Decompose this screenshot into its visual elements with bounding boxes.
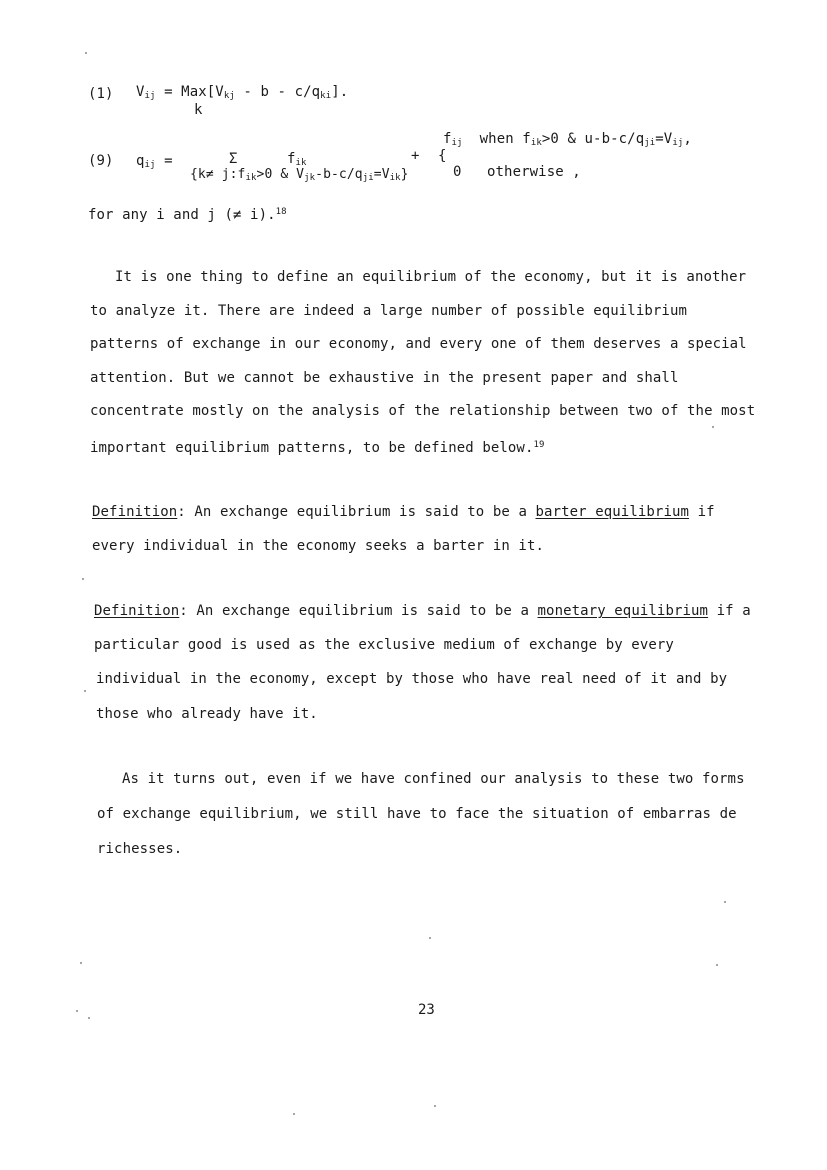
footnote-ref: 19 — [533, 440, 545, 450]
definition-label: Definition — [92, 504, 178, 520]
paragraph-line-last: important equilibrium patterns, to be defined below.$^{19}$ — [90, 440, 545, 456]
paragraph-line: to analyze it. There are indeed a large number of possible equilibrium — [90, 303, 688, 319]
paragraph-line: As it turns out, even if we have confined our analysis to these two forms — [122, 771, 745, 787]
equation-9-case2-condition: otherwise , — [487, 164, 581, 180]
scan-speck — [76, 1010, 78, 1012]
definition-barter: Definition: An exchange equilibrium is said to be a barter equilibrium if — [92, 504, 715, 520]
paragraph-line: of exchange equilibrium, we still have to face the situation of embarras de — [97, 806, 737, 822]
scan-speck — [712, 426, 714, 428]
definition-line: every individual in the economy seeks a barter in it. — [92, 538, 545, 554]
equation-9-case1: $f_{ij}$ when $f_{ik}>0$ & $u-b-c/q_{ji}=V_{ij}$, — [443, 131, 692, 148]
equation-9-brace: { — [438, 148, 447, 164]
page-number: 23 — [418, 1002, 435, 1018]
definition-line: those who already have it. — [96, 706, 318, 722]
scan-speck — [716, 964, 718, 966]
scan-speck — [85, 52, 87, 54]
scan-speck — [88, 1017, 90, 1019]
scan-speck — [293, 1113, 295, 1115]
scan-speck — [429, 937, 431, 939]
definition-line: particular good is used as the exclusive medium of exchange by every — [94, 637, 674, 653]
equation-9-case2-value: 0 — [453, 164, 462, 180]
equation-9-plus: + — [411, 148, 420, 164]
paragraph-line: It is one thing to define an equilibrium of the economy, but it is another — [115, 269, 747, 285]
equation-1-under-index: k — [194, 102, 203, 118]
paragraph-line: richesses. — [97, 841, 183, 857]
definition-monetary: Definition: An exchange equilibrium is said to be a monetary equilibrium if a — [94, 603, 751, 619]
equation-9-lhs: $q_{ij}$ = — [136, 153, 173, 170]
paragraph-line: patterns of exchange in our economy, and every one of them deserves a special — [90, 336, 747, 352]
defined-term: monetary equilibrium — [537, 603, 709, 619]
paragraph-line: attention. But we cannot be exhaustive in the present paper and shall — [90, 370, 679, 386]
definition-line: individual in the economy, except by those who have real need of it and by — [96, 671, 728, 687]
defined-term: barter equilibrium — [535, 504, 690, 520]
definition-label: Definition — [94, 603, 180, 619]
footnote-ref: 18 — [275, 207, 287, 217]
equation-1-body: $V_{ij} = Max[V_{kj} - b - c/q_{ki}]$. — [136, 84, 349, 101]
equation-9-index-set: {$k\ne j:f_{ik}>0$ & $V_{jk}-b-c/q_{ji}=V_{ik}$} — [190, 167, 409, 183]
scan-speck — [84, 690, 86, 692]
scan-speck — [82, 578, 84, 580]
equation-qualifier: for any i and j (≠ i).$^{18}$ — [88, 207, 287, 223]
scan-speck — [434, 1105, 436, 1107]
equation-9-sigma: Σ — [229, 151, 238, 167]
equation-9-number: (9) — [88, 153, 114, 169]
scan-speck — [80, 962, 82, 964]
equation-number: (1) — [88, 86, 114, 102]
equation-9-summand: $f_{ik}$ — [287, 151, 307, 168]
paragraph-line: concentrate mostly on the analysis of the relationship between two of the most — [90, 403, 756, 419]
equation-1 — [88, 85, 114, 103]
scan-speck — [724, 901, 726, 903]
